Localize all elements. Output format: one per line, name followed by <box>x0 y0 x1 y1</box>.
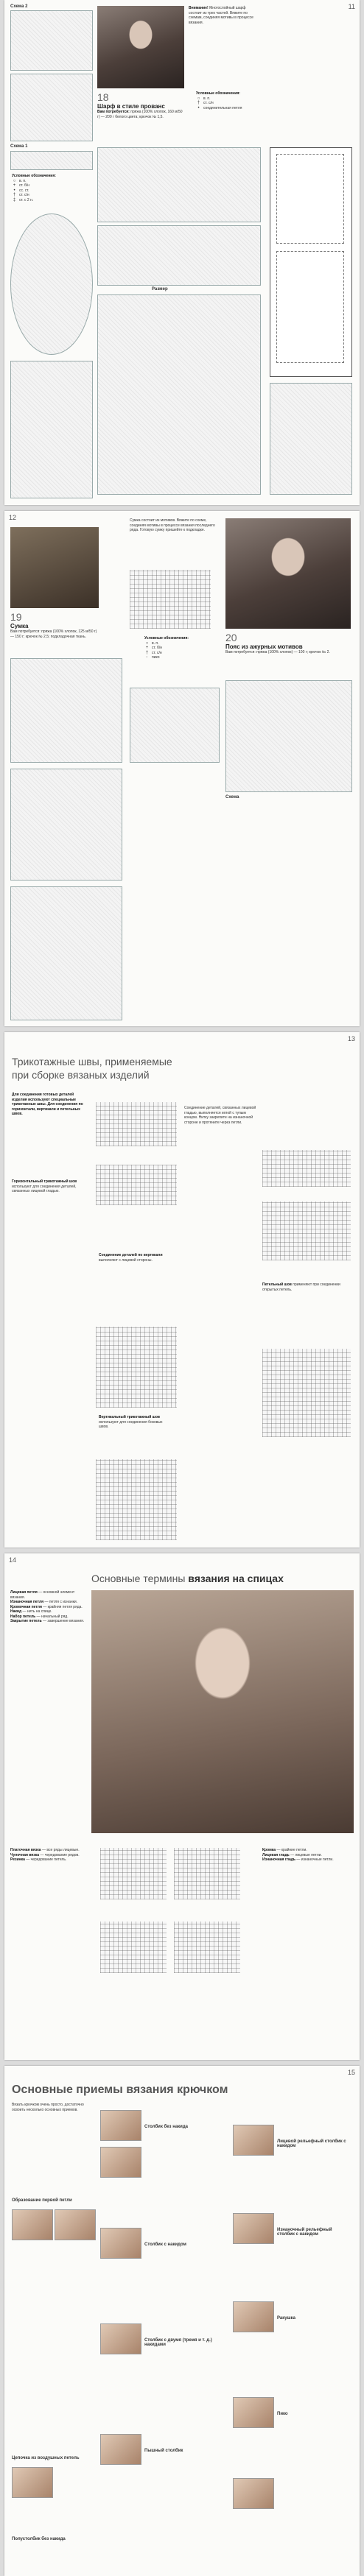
step-illustration <box>12 2209 53 2240</box>
step-title: Ракушка <box>277 2316 295 2321</box>
term: Изнаночная гладь <box>262 1857 296 1862</box>
term: Набор петель <box>10 1614 36 1619</box>
step-illustration <box>233 2125 274 2156</box>
legend-item: ст. б/н <box>152 646 163 650</box>
legend-title: Условные обозначения: <box>12 174 56 178</box>
legend-item: в. п. <box>19 178 27 183</box>
scarf-diagram <box>97 294 261 495</box>
single-crochet-icon: + <box>13 183 16 188</box>
legend-item: соединительная петля <box>203 105 242 110</box>
model-photo <box>97 6 184 88</box>
knit-illustration <box>174 1922 240 1973</box>
page-14: 14 Основные термины вязания на спицах Лицевая петля — основной элемент вязания. Изнаночная петля — петля с изнанки. Кромочная петля — крайняя петля ряда. Накид — нить на спице. Набор петель — начальный ряд. Закрытие петель — завершение вязания. Платочная вязка — все ряды лицевые. Чулочная вязка — чередование рядов. Резинка — чередование петель. Кромка — крайние петли. Лицевая гладь — лицевые петли. Изнаночная гладь — изнаночные петли. <box>4 1553 360 2060</box>
seam-illustration <box>96 1102 177 1146</box>
motif-diagram <box>10 361 93 498</box>
model-number: 18 <box>97 91 109 103</box>
motif-diagram <box>270 383 352 495</box>
scheme-label: Схема 1 <box>10 144 28 149</box>
slip-stitch-icon: • <box>13 188 15 193</box>
picot-icon: ◦ <box>146 655 148 660</box>
term: Лицевая гладь <box>262 1852 290 1857</box>
scheme-diagram <box>10 10 93 71</box>
step-illustration <box>100 2110 141 2141</box>
grid-chart <box>130 570 211 629</box>
legend-item: ст. б/н <box>19 183 30 188</box>
step-title: Полустолбик без накида <box>12 2537 66 2541</box>
scheme-label: Схема 2 <box>10 4 28 9</box>
step-illustration <box>12 2467 53 2498</box>
page-11 <box>4 0 360 505</box>
bag-photo <box>10 527 99 608</box>
page-number: 12 <box>9 514 17 521</box>
note-text: Многослойный шарф состоит из трех частей. Вяжите по схемам, соединяя мотивы в процессе вязания. <box>189 6 253 25</box>
section-heading: Петельный шов <box>262 1282 292 1287</box>
chain-icon: ○ <box>197 96 200 101</box>
materials-text: Вам потребуется: пряжа (100% хлопок) — 100 г; крючок № 2. <box>225 650 330 654</box>
legend-item: сс. ст. <box>19 188 29 193</box>
page-number: 11 <box>348 3 355 10</box>
double-crochet-icon: † <box>13 193 16 197</box>
step-title: Столбик с двумя (тремя и т. д.) накидами <box>144 2338 212 2347</box>
step-illustration <box>233 2213 274 2244</box>
model-number: 20 <box>225 632 237 643</box>
page-13: 13 Трикотажные швы, применяемые при сборке вязаных изделий Для соединения готовых деталей изделия используют специальные трикотажные швы. Для соединения по горизонтали, вертикали и петельных швов. Горизонтальный трикотажный шов используют для соединения деталей, связанных лицевой гладью. Соединение деталей по вертикали выполняют с лицевой стороны. Вертикальный трикотажный шов используют для соединения боковых швов. Петельный шов применяют при соединении открытых петель. Соединение деталей, связанных лицевой гладью, выполняется иглой с тупым концом. Нитку закрепите на изнаночной стороне и протяните через петли. <box>4 1032 360 1548</box>
intro-text: Для соединения готовых деталей изделия используют специальные трикотажные швы. Для соединения по горизонтали, вертикали и петельных швов. <box>12 1093 83 1116</box>
body-text: Соединение деталей, связанных лицевой гладью, выполняется иглой с тупым концом. Нитку закрепите на изнаночной стороне и протяните через петли. <box>184 1106 256 1125</box>
model-title: Сумка <box>10 623 29 629</box>
section-heading: Горизонтальный трикотажный шов <box>12 1179 77 1184</box>
term: Резинка <box>10 1857 25 1862</box>
knit-illustration <box>100 1848 167 1899</box>
page-title-accent: вязания на спицах <box>188 1573 284 1584</box>
legend-item: в. п. <box>152 641 159 646</box>
model-number: 19 <box>10 611 22 623</box>
terms-list: Лицевая петля — основной элемент вязания. Изнаночная петля — петля с изнанки. Кромочная петля — крайняя петля ряда. Накид — нить на спице. Набор петель — начальный ряд. Закрытие петель — завершение вязания. <box>10 1590 85 1623</box>
legend <box>12 174 85 202</box>
scheme-label: Схема <box>225 795 239 800</box>
term: Кромочная петля <box>10 1604 42 1609</box>
size-label: Размер <box>152 287 168 292</box>
seam-illustration <box>96 1165 177 1205</box>
step-title: Пышный столбик <box>144 2449 183 2453</box>
page-15 <box>4 2066 360 2576</box>
model-title: Шарф в стиле прованс <box>97 103 165 110</box>
page-12 <box>4 511 360 1026</box>
term: Кромка <box>262 1848 276 1852</box>
legend-item: ст. с/н <box>19 193 29 197</box>
treble-crochet-icon: ‡ <box>13 197 16 202</box>
step-illustration <box>100 2228 141 2259</box>
legend <box>144 636 218 660</box>
step-illustration <box>233 2397 274 2428</box>
instructions-text: Сумка состоит из мотивов. Вяжите по схеме, соединяя мотивы в процессе вязания последнего ряда. Готовую сумку пришейте к подкладке. <box>130 518 215 532</box>
square-motif-diagram <box>10 769 122 881</box>
bag-diagram <box>10 886 122 1020</box>
page-title: Трикотажные швы, применяемые <box>12 1056 172 1068</box>
step-illustration <box>233 2478 274 2509</box>
knit-illustration <box>174 1848 240 1899</box>
model-title: Пояс из ажурных мотивов <box>225 643 303 650</box>
step-title: Лицевой рельефный столбик с накидом <box>277 2139 346 2148</box>
term: Платочная вязка <box>10 1848 41 1852</box>
step-illustration <box>100 2147 141 2178</box>
legend <box>196 91 270 110</box>
single-crochet-icon: + <box>145 646 149 650</box>
square-motif-diagram <box>10 658 122 763</box>
edging-diagram <box>97 147 261 222</box>
page-title: Основные приемы вязания крючком <box>12 2083 228 2096</box>
model-photo <box>91 1590 354 1833</box>
seam-illustration <box>262 1349 351 1437</box>
materials-text: Вам потребуется: пряжа (100% хлопок, 125 м/50 г) — 150 г; крючок № 2,5; подкладочная ткань. <box>10 629 97 639</box>
knit-illustration <box>100 1922 167 1973</box>
page-number: 14 <box>9 1556 17 1564</box>
scheme-diagram <box>10 74 93 141</box>
section-heading: Соединение деталей по вертикали <box>99 1253 163 1257</box>
step-illustration <box>100 2323 141 2354</box>
strap-diagram <box>130 688 220 763</box>
double-crochet-icon: † <box>145 650 149 655</box>
legend-item: в. п. <box>203 96 211 101</box>
legend-title: Условные обозначения: <box>196 91 240 96</box>
double-crochet-icon: † <box>197 101 200 105</box>
term: Изнаночная петля <box>10 1600 44 1604</box>
chain-icon: ○ <box>13 178 16 183</box>
term: Чулочная вязка <box>10 1852 39 1857</box>
border-diagram <box>10 151 93 170</box>
step-title: Столбик без накида <box>144 2125 188 2129</box>
step-title: Пико <box>277 2412 288 2416</box>
seam-illustration <box>96 1459 177 1540</box>
step-illustration <box>55 2209 96 2240</box>
step-title: Столбик с накидом <box>144 2242 186 2247</box>
seam-illustration <box>262 1201 351 1260</box>
seam-illustration <box>262 1150 351 1187</box>
step-title: Цепочка из воздушных петель <box>12 2456 80 2460</box>
term: Накид <box>10 1609 22 1614</box>
step-illustration <box>100 2434 141 2465</box>
page-number: 13 <box>347 1035 355 1042</box>
note-heading: Внимание! <box>189 6 209 10</box>
belt-photo <box>225 518 351 629</box>
motif-diagram <box>225 680 352 792</box>
step-title: Изнаночный рельефный столбик с накидом <box>277 2228 332 2237</box>
seam-illustration <box>96 1327 177 1408</box>
chain-icon: ○ <box>145 641 149 646</box>
legend-title: Условные обозначения: <box>144 636 189 641</box>
step-title: Образование первой петли <box>12 2198 72 2203</box>
round-motif-diagram <box>10 214 93 355</box>
materials-text: пряжа (100% хлопок, 160 м/50 г) — 200 г белого цвета; крючок № 1,5. <box>97 110 183 119</box>
intro-text: Вязать крючком очень просто, достаточно освоить несколько основных приемов. <box>12 2103 84 2112</box>
legend-item: ст. с/н <box>152 650 162 655</box>
term: Лицевая петля <box>10 1590 38 1595</box>
page-number: 15 <box>347 2069 355 2076</box>
slip-stitch-icon: • <box>197 105 200 110</box>
term: Закрытие петель <box>10 1619 42 1623</box>
edging-diagram <box>97 225 261 286</box>
pattern-outline <box>270 147 352 377</box>
section-heading: Вертикальный трикотажный шов <box>99 1415 160 1419</box>
legend-item: пико <box>152 655 160 660</box>
page-title: Основные термины <box>91 1573 186 1584</box>
legend-item: ст. с/н <box>203 101 214 105</box>
legend-item: ст. с 2 н. <box>19 197 34 202</box>
materials-heading: Вам потребуется: <box>97 110 130 114</box>
step-illustration <box>233 2301 274 2332</box>
page-subtitle: при сборке вязаных изделий <box>12 1069 150 1081</box>
